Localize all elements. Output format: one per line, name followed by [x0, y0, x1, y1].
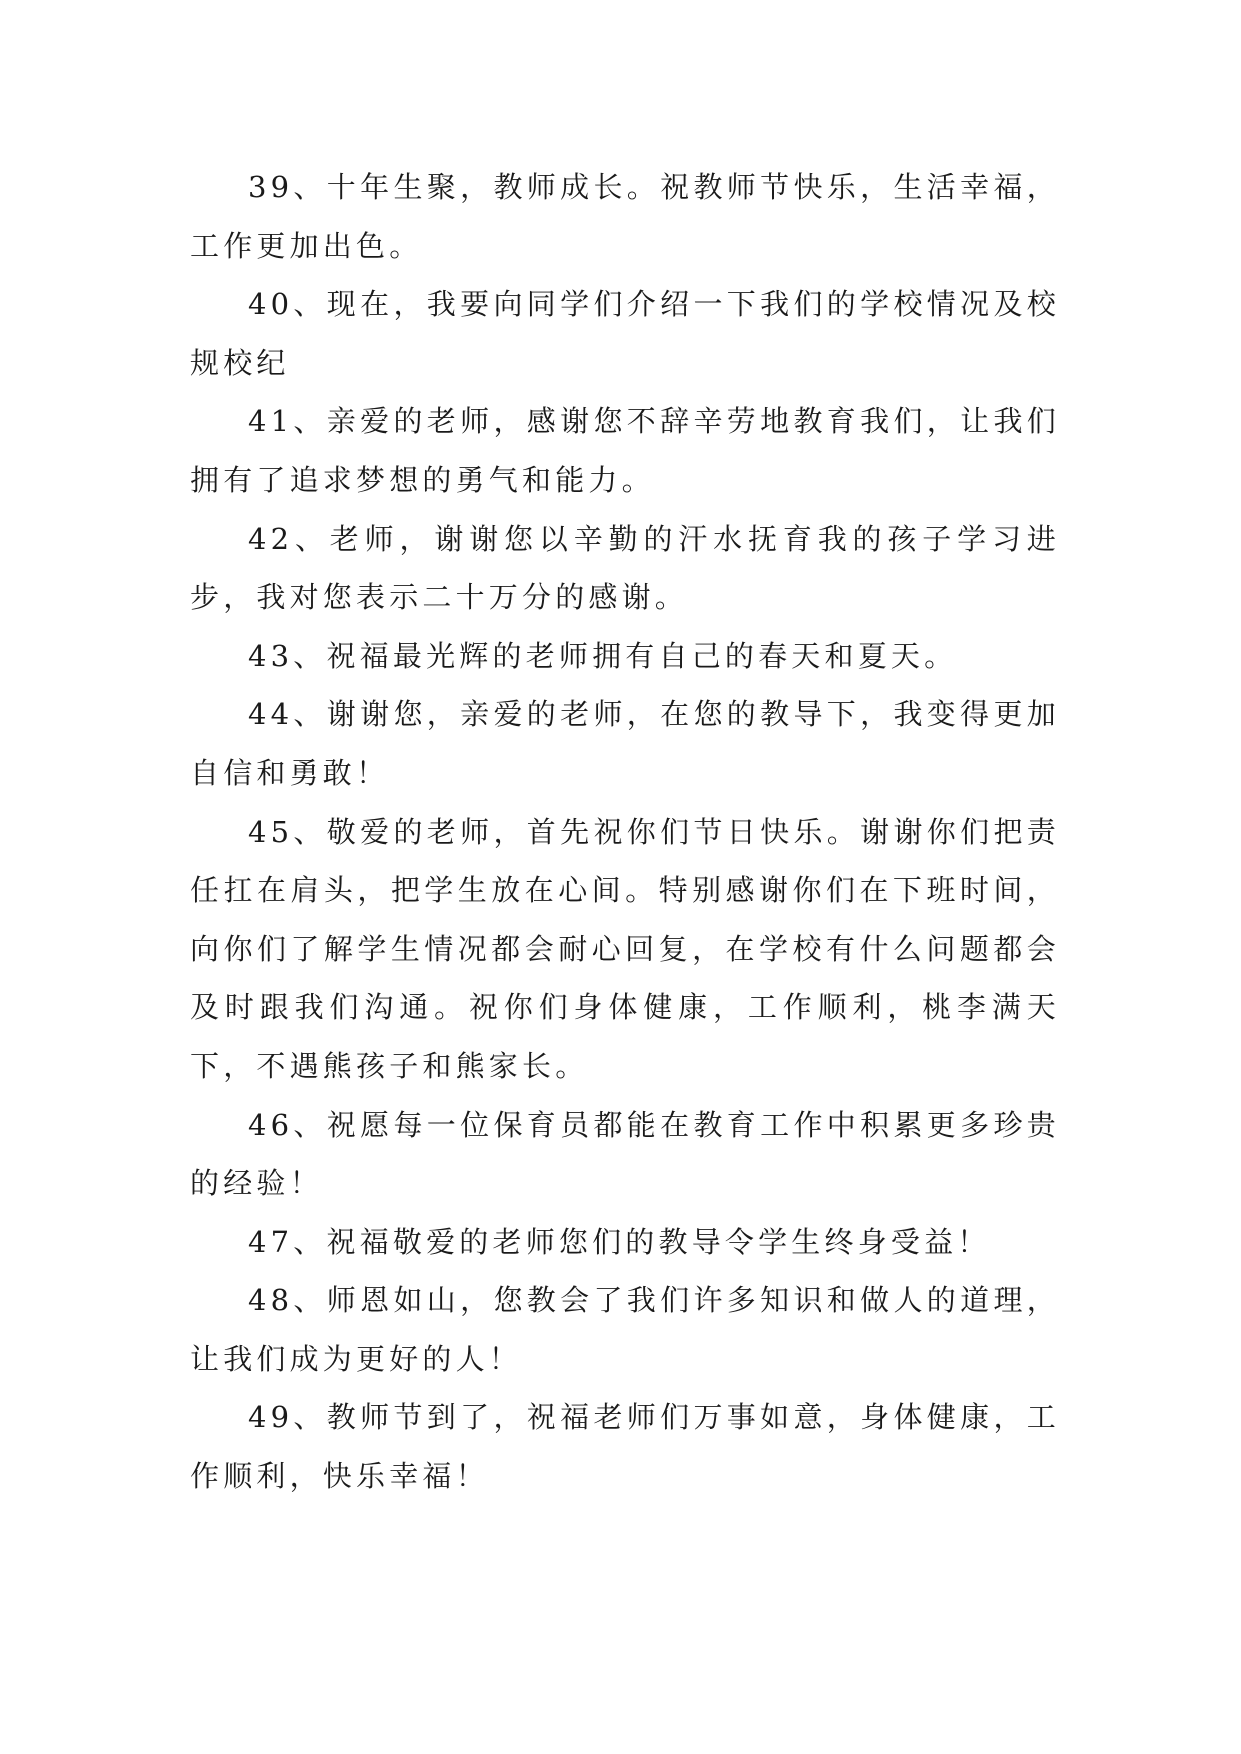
paragraph-40: 40、现在，我要向同学们介绍一下我们的学校情况及校规校纪 — [190, 287, 1060, 380]
paragraph-42: 42、老师，谢谢您以辛勤的汗水抚育我的孩子学习进步，我对您表示二十万分的感谢。 — [190, 521, 1060, 615]
paragraph-47: 47、祝福敬爱的老师您们的教导令学生终身受益！ — [248, 1224, 991, 1259]
paragraph-48: 48、师恩如山，您教会了我们许多知识和做人的道理，让我们成为更好的人！ — [190, 1283, 1060, 1376]
paragraph-49: 49、教师节到了，祝福老师们万事如意，身体健康，工作顺利，快乐幸福！ — [190, 1400, 1060, 1494]
document-body — [190, 158, 1060, 1506]
paragraph-46: 46、祝愿每一位保育员都能在教育工作中积累更多珍贵的经验！ — [190, 1107, 1060, 1201]
paragraph-43: 43、祝福最光辉的老师拥有自己的春天和夏天。 — [248, 638, 958, 673]
paragraph-39: 39、十年生聚，教师成长。祝教师节快乐，生活幸福，工作更加出色。 — [190, 170, 1060, 263]
paragraph-45: 45、敬爱的老师，首先祝你们节日快乐。谢谢你们把责任扛在肩头，把学生放在心间。特别感谢你们在下班时间，向你们了解学生情况都会耐心回复，在学校有什么问题都会及时跟我们沟通。祝你们身体健康，工作顺利，桃李满天下，不遇熊孩子和熊家长。 — [190, 814, 1060, 1083]
paragraph-44: 44、谢谢您，亲爱的老师，在您的教导下，我变得更加自信和勇敢！ — [190, 697, 1060, 790]
paragraph-41: 41、亲爱的老师，感谢您不辞辛劳地教育我们，让我们拥有了追求梦想的勇气和能力。 — [190, 404, 1060, 497]
